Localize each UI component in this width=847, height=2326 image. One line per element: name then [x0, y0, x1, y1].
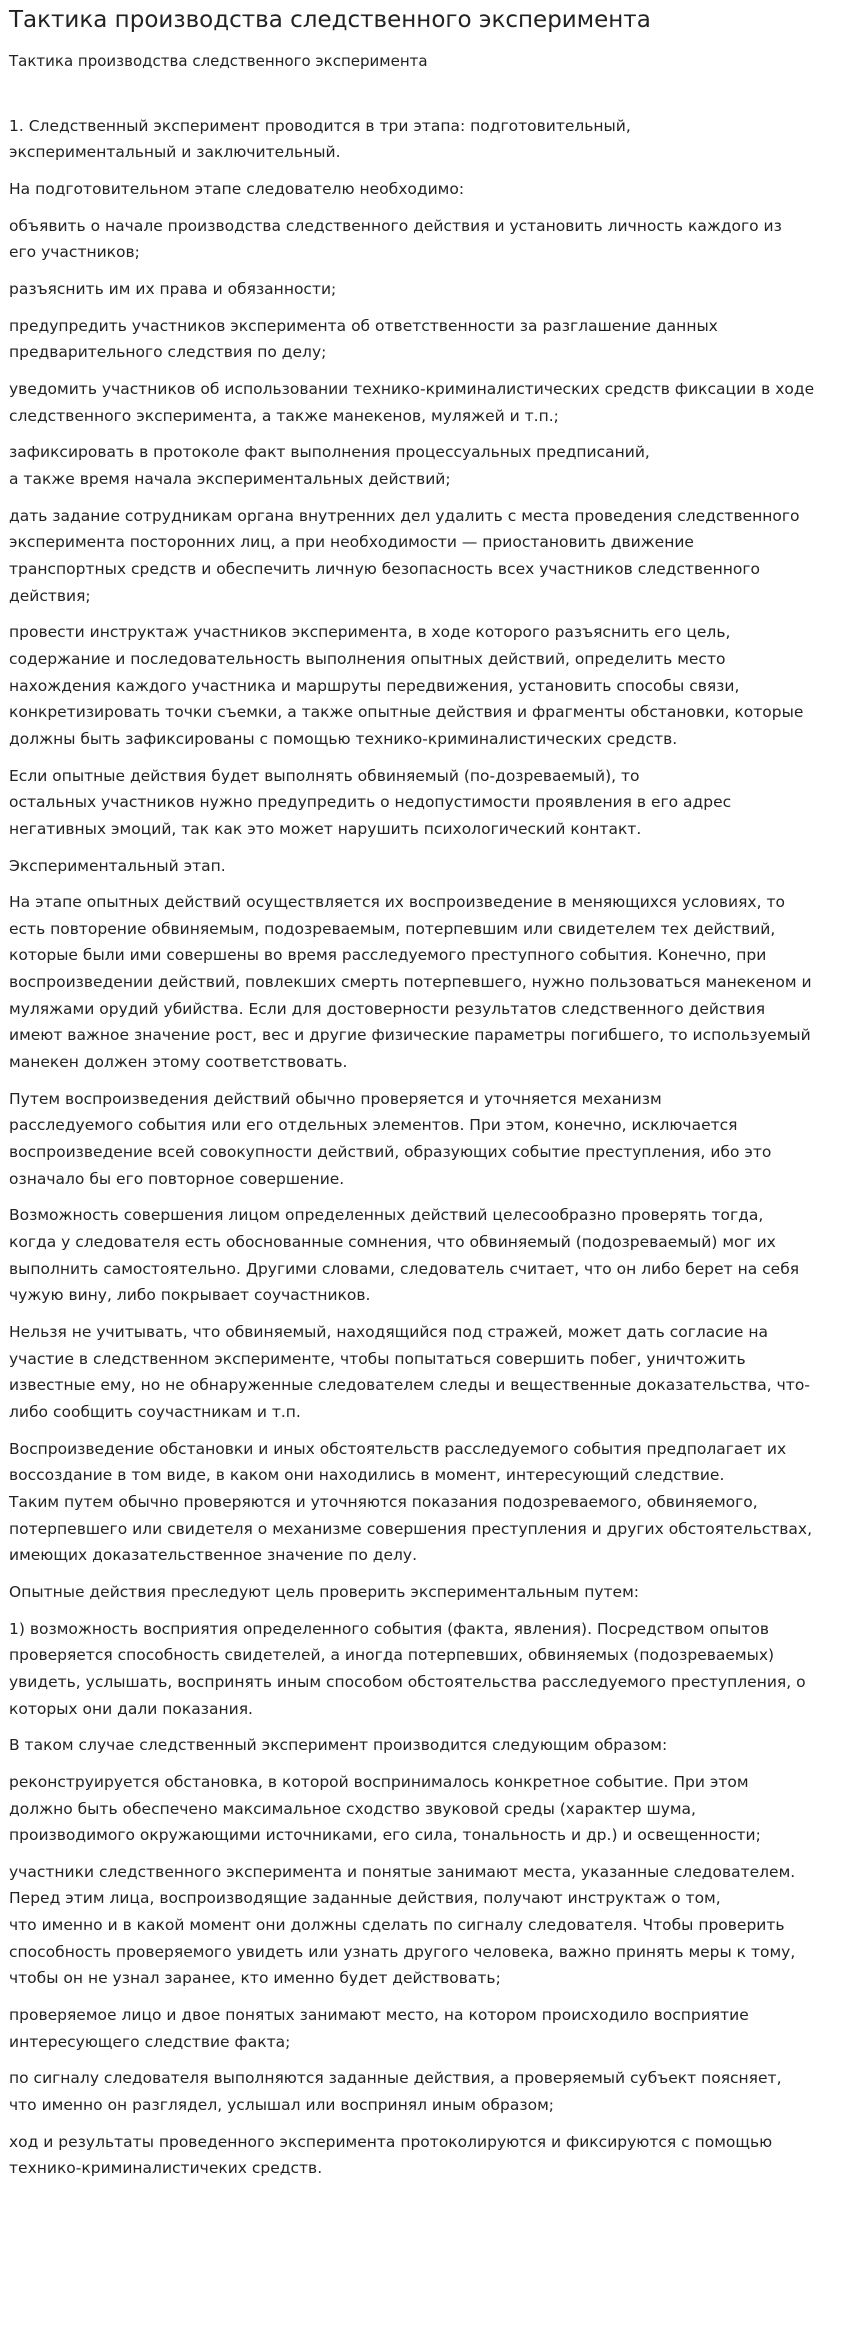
article-paragraph: Нельзя не учитывать, что обвиняемый, находящийся под стражей, может дать согласие на участие в следственном эксперименте, чтобы попытаться совершить побег, уничтожить известные ему, но не обнаруженные следователем следы и вещественные доказательства, что- либо сообщить соучастникам и т.п.	[9, 1323, 810, 1421]
article-paragraph: предупредить участников эксперимента об ответственности за разглашение данных предварительного следствия по делу;	[9, 316, 718, 362]
article-paragraph: по сигналу следователя выполняются заданные действия, а проверяемый субъект поясняет, что именно он разглядел, услышал или воспринял иным образом;	[9, 2069, 782, 2115]
article-paragraph: участники следственного эксперимента и понятые занимают места, указанные следователем. Перед этим лица, воспроизводящие заданные действия, получают инструктаж о том, что именно и в какой момент они должны сделать по сигналу следователя. Чтобы проверить способность проверяемого увидеть или узнать другого человека, важно принять меры к тому, чтобы он не узнал заранее, кто именно будет действовать;	[9, 1862, 796, 1988]
article-paragraph: 1. Следственный эксперимент проводится в три этапа: подготовительный, экспериментальный и заключительный.	[9, 116, 631, 162]
article-paragraph: Возможность совершения лицом определенных действий целесообразно проверять тогда, когда у следователя есть обоснованные сомнения, что обвиняемый (подозреваемый) мог их выполнить самостоятельно. Другими словами, следователь считает, что он либо берет на себя чужую вину, либо покрывает соучастников.	[9, 1206, 800, 1305]
article-paragraph: ход и результаты проведенного эксперимента протоколируются и фиксируются с помощью технико-криминалистичеких средств.	[9, 2132, 773, 2178]
page-subtitle: Тактика производства следственного эксперимента	[9, 51, 428, 70]
article-paragraph: На этапе опытных действий осуществляется их воспроизведение в меняющихся условиях, то есть повторение обвиняемым, подозреваемым, потерпевшим или свидетелем тех действий, которые были ими совершены во время расследуемого преступного события. Конечно, при воспроизведении действий, повлекших смерть потерпевшего, нужно пользоваться манекеном и муляжами орудий убийства. Если для достоверности результатов следственного действия имеют важное значение рост, вес и другие физические параметры погибшего, то используемый манекен должен этому соответствовать.	[9, 893, 812, 1072]
article-paragraph: Воспроизведение обстановки и иных обстоятельств расследуемого события предполагает их воссоздание в том виде, в каком они находились в момент, интересующий следствие. Таким путем обычно проверяются и уточняются показания подозреваемого, обвиняемого, потерпевшего или свидетеля о механизме совершения преступления и других обстоятельствах, имеющих доказательственное значение по делу.	[9, 1439, 813, 1565]
article-paragraph: реконструируется обстановка, в которой воспринималось конкретное событие. При этом должно быть обеспечено максимальное сходство звуковой среды (характер шума, производимого окружающими источниками, его сила, тональность и др.) и освещенности;	[9, 1772, 761, 1845]
article-paragraph: В таком случае следственный эксперимент производится следующим образом:	[9, 1736, 668, 1755]
article-paragraph: Опытные действия преследуют цель проверить экспериментальным путем:	[9, 1582, 640, 1601]
article-paragraph: провести инструктаж участников эксперимента, в ходе которого разъяснить его цель, содержание и последовательность выполнения опытных действий, определить место нахождения каждого участника и маршруты передвижения, установить способы связи, конкретизировать точки съемки, а также опытные действия и фрагменты обстановки, которые должны быть зафиксированы с помощью технико-криминалистических средств.	[9, 623, 804, 748]
article-paragraph: объявить о начале производства следственного действия и установить личность каждого из его участников;	[9, 216, 782, 262]
article-paragraph: Путем воспроизведения действий обычно проверяется и уточняется механизм расследуемого события или его отдельных элементов. При этом, конечно, исключается воспроизведение всей совокупности действий, образующих событие преступления, ибо это означало бы его повторное совершение.	[9, 1089, 772, 1188]
article-paragraph: дать задание сотрудникам органа внутренних дел удалить с места проведения следственного эксперимента посторонних лиц, а при необходимости — приостановить движение транспортных средств и обеспечить личную безопасность всех участников следственного действия;	[9, 506, 800, 605]
article-body	[9, 113, 839, 2182]
article-paragraph: проверяемое лицо и двое понятых занимают место, на котором происходило восприятие интересующего следствие факта;	[9, 2006, 749, 2051]
page-title: Тактика производства следственного эксперимента	[9, 7, 651, 33]
article-paragraph: разъяснить им их права и обязанности;	[9, 280, 337, 299]
article-paragraph: зафиксировать в протоколе факт выполнения процессуальных предписаний, а также время начала экспериментальных действий;	[9, 443, 650, 488]
article-paragraph: 1) возможность восприятия определенного события (факта, явления). Посредством опытов проверяется способность свидетелей, а иногда потерпевших, обвиняемых (подозреваемых) увидеть, услышать, воспринять иным способом обстоятельства расследуемого преступления, о которых они дали показания.	[9, 1619, 806, 1718]
article-paragraph: Экспериментальный этап.	[9, 856, 226, 875]
article-paragraph: На подготовительном этапе следователю необходимо:	[9, 180, 465, 199]
article-paragraph: уведомить участников об использовании технико-криминалистических средств фиксации в ходе следственного эксперимента, а также манекенов, муляжей и т.п.;	[9, 380, 815, 425]
article-paragraph: Если опытные действия будет выполнять обвиняемый (по-дозреваемый), то остальных участников нужно предупредить о недопустимости проявления в его адрес негативных эмоций, так как это может нарушить психологический контакт.	[9, 766, 732, 838]
